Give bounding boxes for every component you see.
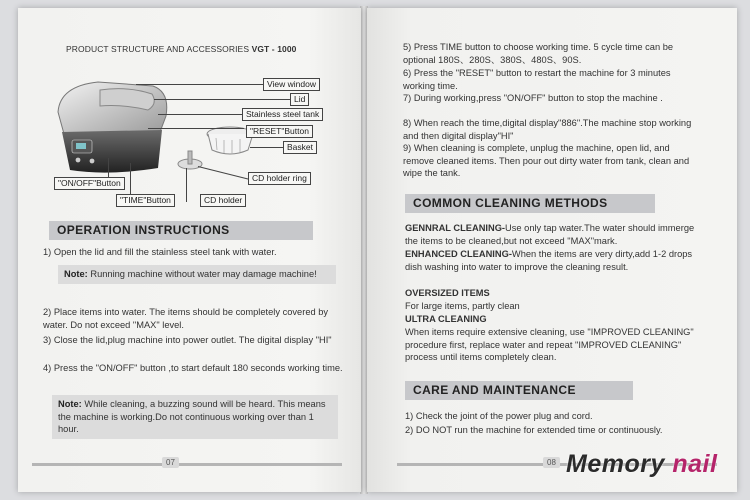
callout-basket: Basket <box>283 141 317 154</box>
step-3: 3) Close the lid,plug machine into power outlet. The digital display "HI" <box>43 335 332 345</box>
callout-cd-ring: CD holder ring <box>248 172 311 185</box>
care-1: 1) Check the joint of the power plug and cord. <box>405 411 593 421</box>
right-page <box>367 8 737 492</box>
callout-view-window: View window <box>263 78 320 91</box>
ultra-cleaning-label: ULTRA CLEANING <box>405 314 487 324</box>
page-number-left: 07 <box>162 457 179 468</box>
enhanced-cleaning: ENHANCED CLEANING-When the items are very dirty,add 1-2 drops dish washing into water to improve the cleaning result. <box>405 249 693 272</box>
cd-holder-illustration <box>176 148 204 172</box>
note-buzzing: Note: While cleaning, a buzzing sound will be heard. This means the machine is working.Do not continuous working over than 1 hour. <box>52 395 338 439</box>
step-1: 1) Open the lid and fill the stainless steel tank with water. <box>43 247 277 257</box>
general-cleaning: GENNRAL CLEANING-Use only tap water.The water should immerge the items to be cleaned,but not exceed "MAX"mark. <box>405 223 695 246</box>
callout-tank: Stainless steel tank <box>242 108 323 121</box>
ultrasonic-cleaner-illustration <box>48 72 178 192</box>
leader-line <box>186 168 187 202</box>
leader-line <box>136 84 264 85</box>
care-maintenance-heading: CARE AND MAINTENANCE <box>405 381 633 400</box>
common-cleaning-heading: COMMON CLEANING METHODS <box>405 194 655 213</box>
step-4: 4) Press the "ON/OFF" button ,to start default 180 seconds working time. <box>43 363 343 373</box>
step-8: 8) When reach the time,digital display"886".The machine stop working and then digital display"HI" <box>403 118 692 141</box>
step-5: 5) Press TIME button to choose working time. 5 cycle time can be optional 180S、280S、380S、480S、90S. <box>403 42 674 65</box>
leader-line <box>148 128 244 129</box>
page-number-right: 08 <box>543 457 560 468</box>
step-7: 7) During working,press "ON/OFF" button to stop the machine . <box>403 93 663 103</box>
note-water: Note: Running machine without water may damage machine! <box>58 265 336 284</box>
structure-title: PRODUCT STRUCTURE AND ACCESSORIES VGT - 1000 <box>66 44 297 54</box>
callout-lid: Lid <box>290 93 309 106</box>
left-page <box>18 8 361 492</box>
step-9: 9) When cleaning is complete, unplug the machine, open lid, and remove cleaned items. Then pour out dirty water from tank, clean and wipe the tank. <box>403 143 690 178</box>
step-2: 2) Place items into water. The items should be completely covered by water. Do not exceed "MAX" level. <box>43 307 329 330</box>
oversized-items-text: For large items, partly clean <box>405 301 520 311</box>
footer-bar <box>32 463 342 466</box>
callout-cd-holder: CD holder <box>200 194 246 207</box>
callout-time: "TIME"Button <box>116 194 175 207</box>
leader-line <box>198 166 249 180</box>
callout-onoff: "ON/OFF"Button <box>54 177 125 190</box>
leader-line <box>154 99 290 100</box>
watermark-logo: Memory nail <box>566 450 718 478</box>
leader-line <box>158 114 248 115</box>
care-2: 2) DO NOT run the machine for extended time or continuously. <box>405 425 663 435</box>
step-6: 6) Press the "RESET" button to restart the machine for 3 minutes working time. <box>403 68 671 91</box>
operation-instructions-heading: OPERATION INSTRUCTIONS <box>49 221 313 240</box>
callout-reset: "RESET"Button <box>246 125 313 138</box>
leader-line <box>250 147 284 148</box>
ultra-cleaning-text: When items require extensive cleaning, use "IMPROVED CLEANING" procedure first, replace water and repeat "IMPROVED CLEANING" process until items completely clean. <box>405 327 694 362</box>
oversized-items-label: OVERSIZED ITEMS <box>405 288 490 298</box>
